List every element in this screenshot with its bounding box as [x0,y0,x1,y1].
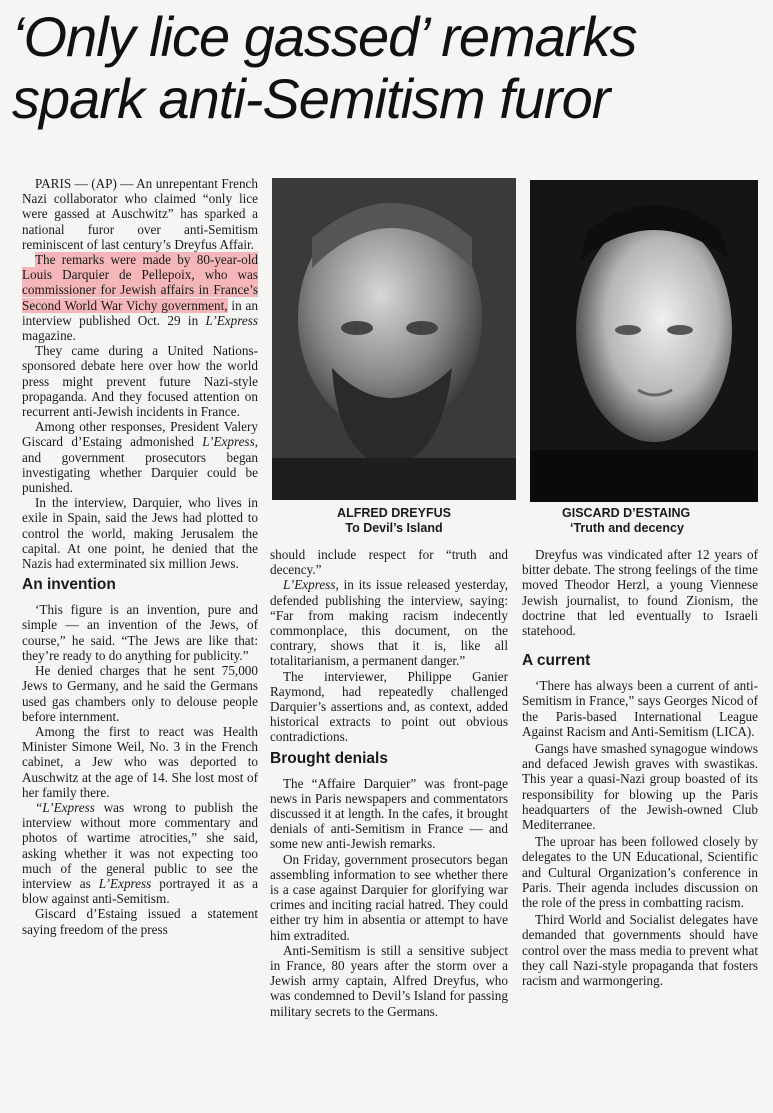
article-paragraph: ‘This figure is an invention, pure and simple — an invention of the Jews, of course,” he said. “The Jews are like that: they’re ready to do anything for publicity.” [22,602,258,663]
article-paragraph: They came during a United Nations-sponsored debate here over how the world press might prevent future Nazi-style propaganda. And they focused attention on recurrent anti-Jewish incidents in France. [22,343,258,420]
photo-giscard-destaing [530,180,758,502]
article-paragraph: On Friday, government prosecutors began assembling information to see whether there is a case against Darquier for glorifying war crimes and inciting racial hatred. They could either try him in absentia or attempt to have him extradited. [270,851,508,943]
subhead-an-invention: An invention [22,576,116,594]
subhead-brought-denials: Brought denials [270,749,388,767]
portrait-image [272,178,516,500]
article-paragraph: Third World and Socialist delegates have demanded that governments should have control over the mass media to prevent what they call Nazi-style propaganda that fosters racism and warmongering. [522,912,758,989]
headline [12,6,772,130]
article-paragraph: Among the first to react was Health Minister Simone Weil, No. 3 in the French cabinet, a Jew who was deported to Auschwitz at the age of 14. She lost most of her family there. [22,723,258,800]
article-paragraph: The interviewer, Philippe Ganier Raymond, had repeatedly challenged Darquier’s assertions and, as context, added historical extracts to point out obvious contradictions. [270,668,508,745]
article-paragraph: L’Express, in its issue released yesterday, defended publishing the interview, saying: “Far from making racism indecently commonplace, this document, on the contrary, shows that it is, like all totalitarianism, a permanent danger.” [270,577,508,669]
headline-line-1: ‘Only lice gassed’ remarks [12,5,637,68]
caption-dreyfus [272,506,516,536]
photo-alfred-dreyfus [272,178,516,500]
subhead-a-current: A current [522,652,591,670]
caption-giscard [540,506,758,536]
caption-name: ALFRED DREYFUS [337,506,451,520]
caption-subtitle: ‘Truth and decency [570,521,684,535]
article-paragraph: The “Affaire Darquier” was front-page news in Paris newspapers and commentators discussed it at length. In the cafes, it brought denials of anti-Semitism in France — and some new anti-Jewish remarks. [270,775,508,852]
article-paragraph: The remarks were made by 80-year-old Louis Darquier de Pellepoix, who was commissioner for Jewish affairs in France’s Second World War Vichy government, in an interview published Oct. 29 in L’Express magazine. [22,252,258,344]
article-paragraph: He denied charges that he sent 75,000 Jews to Germany, and he said the Germans used gas chambers only to delouse people before internment. [22,663,258,724]
highlighted-text: The remarks were made by 80-year-old Louis Darquier de Pellepoix, who was commissioner for Jewish affairs in France’s Second World War Vichy government, [22,252,258,313]
article-paragraph: In the interview, Darquier, who lives in exile in Spain, said the Jews had plotted to control the world, making Jerusalem the capital. At one point, he denied that the Nazis had exterminated six million Jews. [22,495,258,572]
article-paragraph: ‘There has always been a current of anti-Semitism in France,” says Georges Nicod of the Paris-based International League Against Racism and Anti-Semitism (LICA). [522,678,758,739]
article-paragraph: PARIS — (AP) — An unrepentant French Nazi collaborator who claimed “only lice were gassed at Auschwitz” has sparked a national furor over anti-Semitism reminiscent of last century’s Dreyfus Affair. [22,176,258,252]
caption-subtitle: To Devil’s Island [345,521,443,535]
article-paragraph: Giscard d’Estaing issued a statement saying freedom of the press [22,906,258,937]
article-paragraph: should include respect for “truth and decency.” [270,547,508,578]
article-paragraph: The uproar has been followed closely by delegates to the UN Educational, Scientific and Cultural Organization’s conference in Paris. Their agenda includes discussion on the role of the press in combatting racism. [522,834,758,911]
column-3 [522,547,758,988]
article-paragraph: Gangs have smashed synagogue windows and defaced Jewish graves with swastikas. This year a quasi-Nazi group boasted of its responsibility for blowing up the Paris headquarters of the Jewish-owned Club Mediterranee. [522,741,758,833]
article-paragraph: Anti-Semitism is still a sensitive subject in France, 80 years after the storm over a Jewish army captain, Alfred Dreyfus, who was condemned to Devil’s Island for passing military secrets to the Germans. [270,942,508,1019]
column-1 [22,176,258,937]
headline-line-2: spark anti-Semitism furor [12,67,610,130]
article-paragraph: Among other responses, President Valery Giscard d’Estaing admonished L’Express, and government prosecutors began investigating whether Darquier could be punished. [22,419,258,496]
article-paragraph: Dreyfus was vindicated after 12 years of bitter debate. The strong feelings of the time moved Theodor Herzl, a young Viennese Jewish journalist, to found Zionism, the doctrine that led eventually to Israeli statehood. [522,547,758,639]
article-paragraph: “L’Express was wrong to publish the interview without more commentary and photos of wartime atrocities,” she said, asking whether it was not expecting too much of the general public to see the interview as L’Express portrayed it as a blow against anti-Semitism. [22,799,258,907]
portrait-image [530,180,758,502]
caption-name: GISCARD D’ESTAING [562,506,691,520]
column-2 [270,547,508,1019]
